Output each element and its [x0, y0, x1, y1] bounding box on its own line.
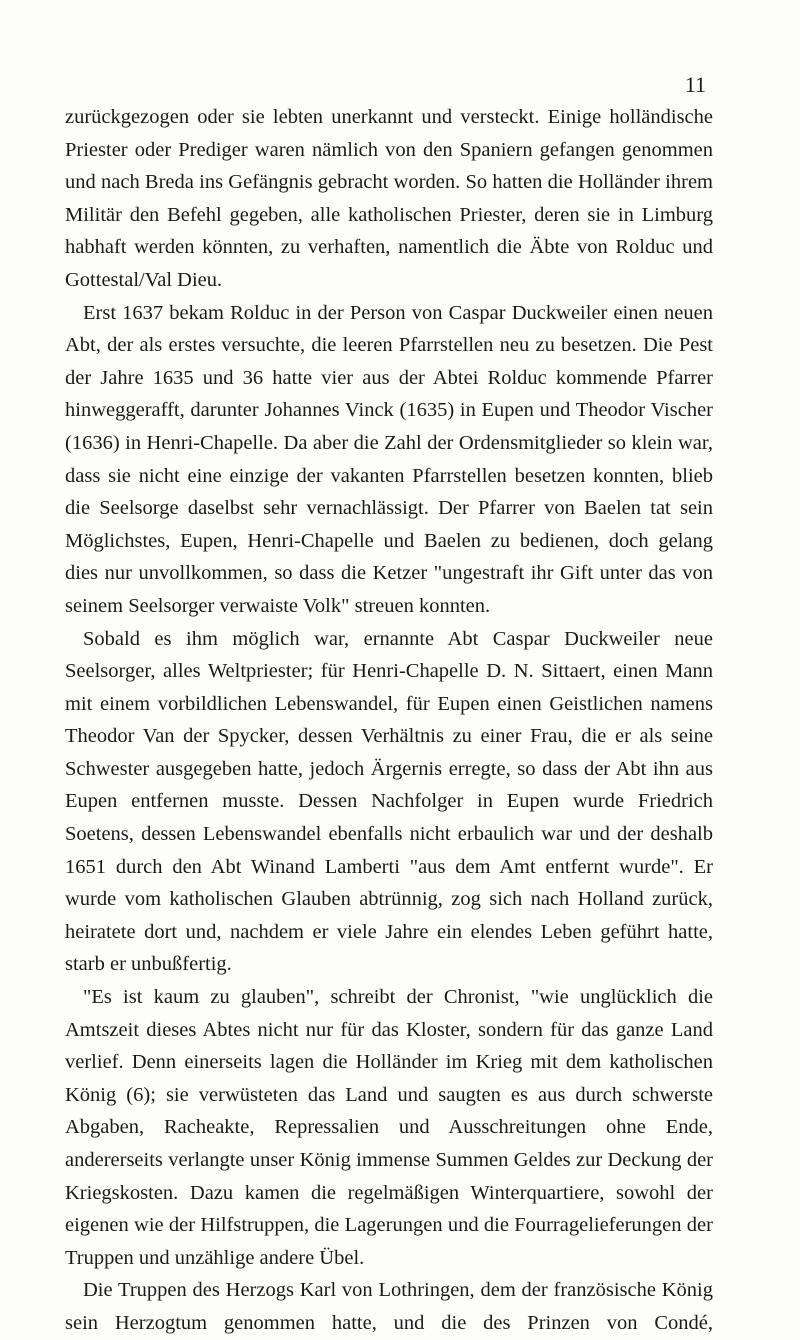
- paragraph-2: Erst 1637 bekam Rolduc in der Person von Caspar Duckweiler einen neuen Abt, der als erstes versuchte, die leeren Pfarrstellen neu zu besetzen. Die Pest der Jahre 1635 und 36 hatte vier aus der Abtei Rolduc kommende Pfarrer hinweggerafft, darunter Johannes Vinck (1635) in Eupen und Theodor Vischer (1636) in Henri-Chapelle. Da aber die Zahl der Ordensmitglieder so klein war, dass sie nicht eine einzige der vakanten Pfarrstellen besetzen konnten, blieb die Seelsorge daselbst sehr vernachlässigt. Der Pfarrer von Baelen tat sein Möglichstes, Eupen, Henri-Chapelle und Baelen zu bedienen, doch gelang dies nur unvollkommen, so dass die Ketzer "ungestraft ihr Gift unter das von seinem Seelsorger verwaiste Volk" streuen konnten.: [65, 301, 713, 617]
- paragraph-1: zurückgezogen oder sie lebten unerkannt und versteckt. Einige holländische Priester oder Prediger waren nämlich von den Spaniern gefangen genommen und nach Breda ins Gefängnis gebracht worden. So hatten die Holländer ihrem Militär den Befehl gegeben, alle katholischen Priester, deren sie in Limburg habhaft werden könnten, zu verhaften, namentlich die Äbte von Rolduc und Gottestal/Val Dieu.: [65, 106, 713, 291]
- page-number: 11: [684, 72, 706, 97]
- paragraph-5: Die Truppen des Herzogs Karl von Lothringen, dem der französische König sein Herzogtum genommen hatte, und die des Prinzen von Condé,: [65, 1279, 713, 1334]
- paragraph-4: "Es ist kaum zu glauben", schreibt der Chronist, "wie unglücklich die Amtszeit dieses Abtes nicht nur für das Kloster, sondern für das ganze Land verlief. Denn einerseits lagen die Holländer im Krieg mit dem katholischen König (6); sie verwüsteten das Land und saugten es aus durch schwerste Abgaben, Racheakte, Repressalien und Ausschreitungen ohne Ende, andererseits verlangte unser König immense Summen Geldes zur Deckung der Kriegskosten. Dazu kamen die regelmäßigen Winterquartiere, sowohl der eigenen wie der Hilfstruppen, die Lagerungen und die Fourragelieferungen der Truppen und unzählige andere Übel.: [65, 986, 713, 1269]
- paragraph-3: Sobald es ihm möglich war, ernannte Abt Caspar Duckweiler neue Seelsorger, alles Weltpriester; für Henri-Chapelle D. N. Sittaert, einen Mann mit einem vorbildlichen Lebenswandel, für Eupen einen Geistlichen namens Theodor Van der Spycker, dessen Verhältnis zu einer Frau, die er als seine Schwester ausgegeben hatte, jedoch Ärgernis erregte, so dass der Abt ihn aus Eupen entfernen musste. Dessen Nachfolger in Eupen wurde Friedrich Soetens, dessen Lebenswandel ebenfalls nicht erbaulich war und der deshalb 1651 durch den Abt Winand Lamberti "aus dem Amt entfernt wurde". Er wurde vom katholischen Glauben abtrünnig, zog sich nach Holland zurück, heiratete dort und, nachdem er viele Jahre ein elendes Leben geführt hatte, starb er unbußfertig.: [65, 627, 713, 976]
- body-text: [65, 101, 713, 1340]
